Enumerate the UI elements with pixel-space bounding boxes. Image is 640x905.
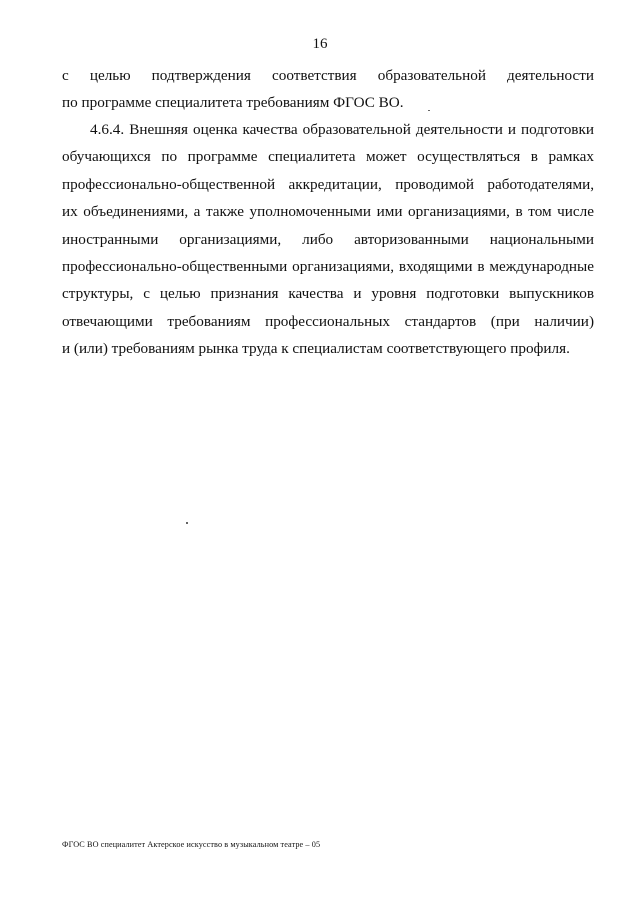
text-line: профессионально-общественными организациями, входящими в международные xyxy=(62,257,594,275)
text-line: по программе специалитета требованиям ФГОС ВО. xyxy=(62,94,404,112)
text-line: профессионально-общественной аккредитации, проводимой работодателями, xyxy=(62,175,594,193)
text-line: и (или) требованиям рынка труда к специалистам соответствующего профиля. xyxy=(62,340,570,358)
text-line: их объединениями, а также уполномоченными ими организациями, в том числе xyxy=(62,203,594,221)
text-line: с целью подтверждения соответствия образовательной деятельности xyxy=(62,67,594,84)
text-line: отвечающими требованиям профессиональных стандартов (при наличии) xyxy=(62,312,594,330)
page-number: 16 xyxy=(312,36,328,52)
page-footer: ФГОС ВО специалитет Актерское искусство в музыкальном театре – 05 xyxy=(62,840,321,849)
scan-speck xyxy=(428,110,430,111)
text-line: структуры, с целью признания качества и уровня подготовки выпускников xyxy=(62,285,594,303)
text-line: обучающихся по программе специалитета может осуществляться в рамках xyxy=(62,148,594,166)
paragraph-continuation xyxy=(62,62,594,117)
paragraph-4-6-4 xyxy=(62,116,594,363)
text-line: 4.6.4. Внешняя оценка качества образовательной деятельности и подготовки xyxy=(90,121,594,138)
text-line: иностранными организациями, либо авторизованными национальными xyxy=(62,230,594,248)
scan-speck xyxy=(186,522,188,524)
